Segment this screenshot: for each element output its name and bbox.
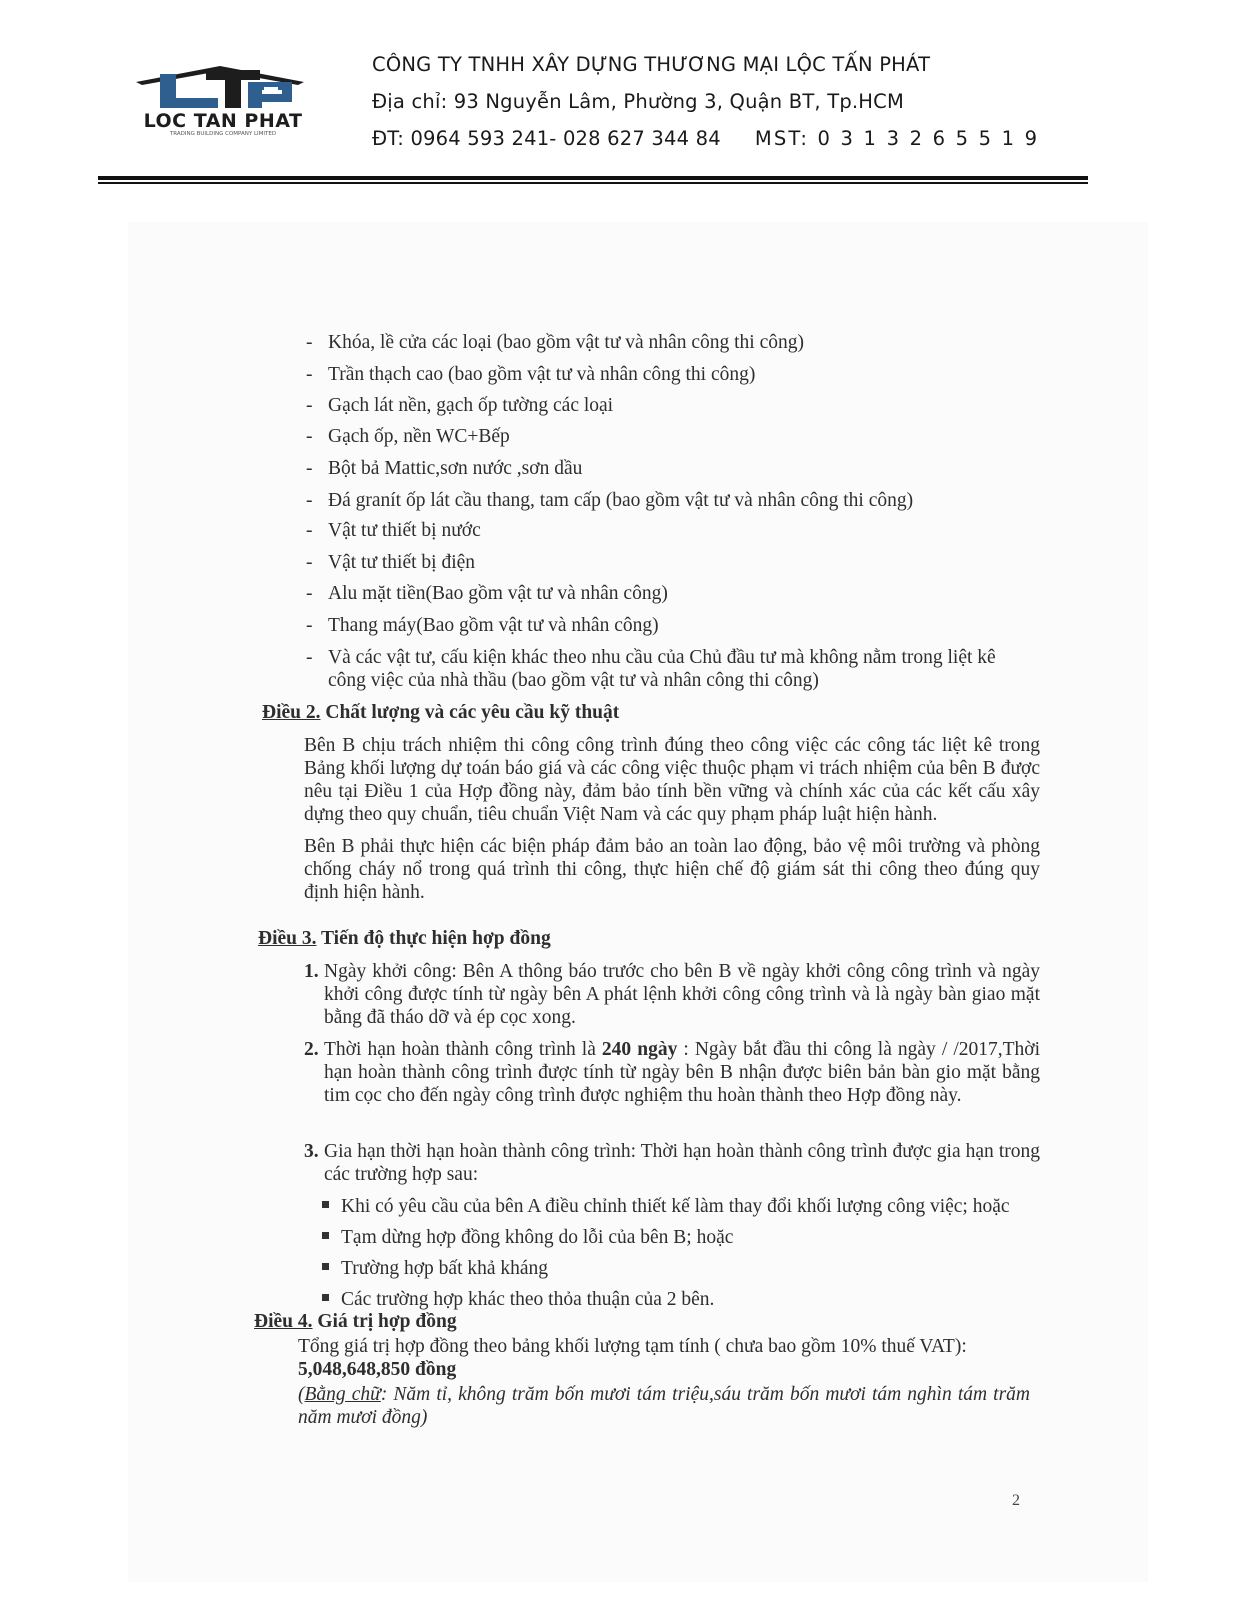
square-bullet-icon: [322, 1201, 329, 1208]
article-3-item-3: 3. Gia hạn thời hạn hoàn thành công trình: Thời hạn hoàn thành công trình được gia hạn trong các trường hợp sau:: [304, 1141, 1040, 1185]
article-3-heading: [258, 927, 551, 950]
article-3-sub-item: Các trường hợp khác theo thỏa thuận của 2 bên.: [322, 1288, 714, 1311]
logo-subtext: TRADING BUILDING COMPANY LIMITED: [169, 131, 277, 137]
square-bullet-icon: [322, 1232, 329, 1239]
article-4-heading: [254, 1310, 457, 1333]
article-3-sub-item: Trường hợp bất khả kháng: [322, 1257, 548, 1280]
company-address: Địa chỉ: 93 Nguyễn Lâm, Phường 3, Quận BT, Tp.HCM: [372, 90, 905, 113]
article-4-title: Giá trị hợp đồng: [317, 1311, 457, 1332]
company-name: CÔNG TY TNHH XÂY DỰNG THƯƠNG MẠI LỘC TẤN PHÁT: [372, 53, 931, 76]
article-2-label: Điều 2.: [262, 702, 321, 723]
header-rule-thick: [98, 176, 1088, 180]
page-number: 2: [1012, 1492, 1020, 1509]
company-phone: ĐT: 0964 593 241- 028 627 344 84: [372, 127, 721, 150]
article-2-heading: [262, 701, 619, 724]
company-tax-code: MST: 0 3 1 3 2 6 5 5 1 9: [754, 127, 1040, 150]
article-3-item-1: 1. Ngày khởi công: Bên A thông báo trước cho bên B về ngày khởi công công trình và ngày khởi công được tính từ ngày bên A phát lệnh khởi công công trình và là ngày bàn giao mặt bằng đã tháo dỡ và ép cọc xong.: [304, 961, 1040, 1028]
article-3-title: Tiến độ thực hiện hợp đồng: [321, 928, 551, 949]
contract-value-in-words: (Bằng chữ: Năm tỉ, không trăm bốn mươi tám triệu,sáu trăm bốn mươi tám nghìn tám trăm năm mươi đồng): [298, 1384, 1031, 1428]
company-logo: [108, 60, 338, 140]
square-bullet-icon: [322, 1263, 329, 1270]
contract-value-line: Tổng giá trị hợp đồng theo bảng khối lượng tạm tính ( chưa bao gồm 10% thuế VAT):: [298, 1336, 967, 1357]
article-2-title: Chất lượng và các yêu cầu kỹ thuật: [325, 702, 620, 723]
article-3-item-2: 2. Thời hạn hoàn thành công trình là 240 ngày : Ngày bắt đầu thi công là ngày / /2017,Thời hạn hoàn thành công trình được tính từ ngày bên B nhận được biên bản bàn gio mặt bằng tim cọc cho đến ngày công trình được nghiệm thu hoàn thành theo Hợp đồng này.: [304, 1039, 1040, 1106]
article-4-label: Điều 4.: [254, 1311, 313, 1332]
article-3-sub-item: Tạm dừng hợp đồng không do lỗi của bên B; hoặc: [322, 1226, 733, 1249]
header-rule-thin: [98, 182, 1088, 184]
logo-text: LOC TAN PHAT: [143, 110, 303, 132]
company-contact: [372, 124, 1192, 161]
company-info: [372, 50, 1192, 161]
article-2-paragraph-2: Bên B phải thực hiện các biện pháp đảm bảo an toàn lao động, bảo vệ môi trường và phòng chống cháy nổ trong quá trình thi công, thực hiện chế độ giám sát thi công theo đúng quy định hiện hành.: [304, 836, 1040, 903]
article-3-label: Điều 3.: [258, 928, 317, 949]
article-2-paragraph-1: Bên B chịu trách nhiệm thi công công trình đúng theo công việc các công tác liệt kê trong Bảng khối lượng dự toán báo giá và các công việc thuộc phạm vi trách nhiệm của bên B được nêu tại Điều 1 của Hợp đồng này, đảm bảo tính bền vững và chính xác của các kết cấu xây dựng theo quy chuẩn, tiêu chuẩn Việt Nam và các quy phạm pháp luật hiện hành.: [304, 735, 1040, 825]
square-bullet-icon: [322, 1294, 329, 1301]
contract-value-amount: 5,048,648,850 đồng: [298, 1359, 457, 1380]
article-3-sub-item: Khi có yêu cầu của bên A điều chỉnh thiết kế làm thay đổi khối lượng công việc; hoặc: [322, 1195, 1010, 1218]
